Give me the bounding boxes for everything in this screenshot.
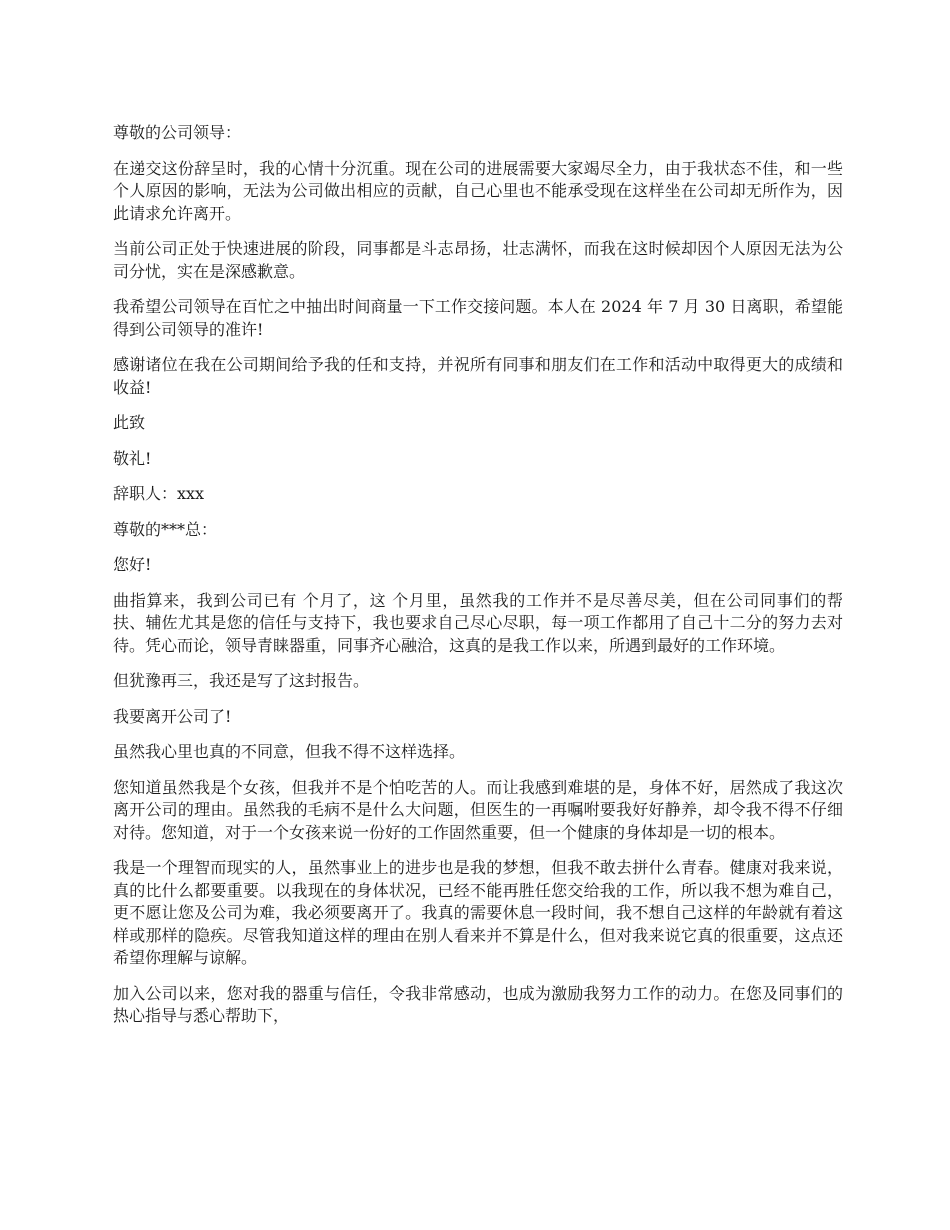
body-paragraph: 我希望公司领导在百忙之中抽出时间商量一下工作交接问题。本人在 2024 年 7 月 30 日离职，希望能得到公司领导的准许! (113, 297, 843, 339)
document-page (113, 122, 843, 1041)
salutation: 尊敬的公司领导： (113, 123, 242, 142)
body-paragraph: 感谢诸位在我在公司期间给予我的任和支持，并祝所有同事和朋友们在工作和活动中取得更大的成绩和收益! (113, 355, 843, 397)
salutation: 尊敬的***总： (113, 519, 218, 539)
closing-line: 敬礼! (113, 448, 152, 468)
body-paragraph: 当前公司正处于快速进展的阶段，同事都是斗志昂扬，壮志满怀，而我在这时候却因个人原因无法为公司分忧，实在是深感歉意。 (113, 239, 843, 281)
closing-line: 此致 (113, 413, 146, 432)
body-paragraph: 我要离开公司了! (113, 706, 232, 726)
body-paragraph: 您知道虽然我是个女孩，但我并不是个怕吃苦的人。而让我感到难堪的是，身体不好，居然成了我这次离开公司的理由。虽然我的毛病不是什么大问题，但医生的一再嘱咐要我好好静养，却令我不得不仔细对待。您知道，对于一个女孩来说一份好的工作固然重要，但一个健康的身体却是一切的根本。 (113, 777, 843, 842)
body-paragraph: 但犹豫再三，我还是写了这封报告。 (113, 671, 370, 690)
body-paragraph: 虽然我心里也真的不同意，但我不得不这样选择。 (113, 742, 466, 761)
body-paragraph: 在递交这份辞呈时，我的心情十分沉重。现在公司的进展需要大家竭尽全力，由于我状态不佳，和一些个人原因的影响，无法为公司做出相应的贡献，自己心里也不能承受现在这样坐在公司却无所作为，因此请求允许离开。 (113, 158, 843, 223)
body-paragraph: 加入公司以来，您对我的器重与信任，令我非常感动，也成为激励我努力工作的动力。在您及同事们的热心指导与悉心帮助下， (113, 983, 843, 1025)
signature-line: 辞职人：xxx (113, 484, 205, 503)
body-paragraph: 曲指算来，我到公司已有 个月了，这 个月里，虽然我的工作并不是尽善尽美，但在公司同事们的帮扶、辅佐尤其是您的信任与支持下，我也要求自己尽心尽职，每一项工作都用了自己十二分的努力去对待。凭心而论，领导青睐器重，同事齐心融洽，这真的是我工作以来，所遇到最好的工作环境。 (113, 590, 843, 655)
greeting: 您好! (113, 555, 152, 574)
body-paragraph: 我是一个理智而现实的人，虽然事业上的进步也是我的梦想，但我不敢去拼什么青春。健康对我来说，真的比什么都要重要。以我现在的身体状况，已经不能再胜任您交给我的工作，所以我不想为难自己，更不愿让您及公司为难，我必须要离开了。我真的需要休息一段时间，我不想自己这样的年龄就有着这样或那样的隐疾。尽管我知道这样的理由在别人看来并不算是什么，但对我来说它真的很重要，这点还希望你理解与谅解。 (113, 858, 843, 967)
